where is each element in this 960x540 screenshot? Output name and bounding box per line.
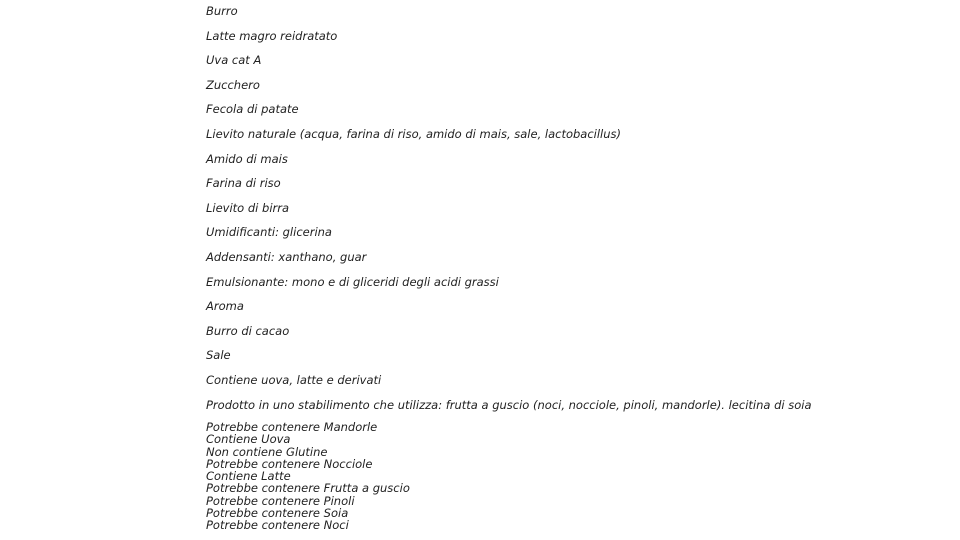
ingredient-item: Burro	[206, 4, 238, 18]
ingredient-item: Umidificanti: glicerina	[206, 225, 332, 240]
ingredient-item: Addensanti: xanthano, guar	[206, 249, 367, 264]
ingredient-item: Lievito di birra	[206, 200, 290, 215]
facility-statement: Prodotto in uno stabilimento che utilizza: frutta a guscio (noci, nocciole, pinoli, mandorle). lecitina di soia	[206, 397, 812, 412]
allergen-item: Non contiene Glutine	[206, 444, 328, 459]
allergen-item: Contiene Uova	[206, 432, 291, 447]
allergen-item: Potrebbe contenere Soia	[206, 506, 349, 521]
allergen-list	[206, 421, 410, 532]
allergen-item: Potrebbe contenere Pinoli	[206, 493, 355, 508]
allergen-statement: Contiene uova, latte e derivati	[206, 372, 382, 387]
ingredient-item: Farina di riso	[206, 176, 281, 191]
allergen-item: Potrebbe contenere Frutta a guscio	[206, 481, 410, 496]
ingredient-item: Latte magro reidratato	[206, 28, 338, 43]
allergen-item: Contiene Latte	[206, 469, 291, 484]
ingredient-item: Burro di cacao	[206, 323, 290, 338]
allergen-item: Potrebbe contenere Nocciole	[206, 456, 373, 471]
ingredient-list	[206, 4, 812, 422]
ingredient-item: Lievito naturale (acqua, farina di riso, amido di mais, sale, lactobacillus)	[206, 126, 622, 141]
ingredient-item: Uva cat A	[206, 53, 262, 68]
ingredient-item: Amido di mais	[206, 151, 288, 166]
ingredient-item: Fecola di patate	[206, 102, 299, 117]
ingredient-item: Zucchero	[206, 77, 260, 92]
ingredient-item: Emulsionante: mono e di gliceridi degli acidi grassi	[206, 274, 499, 289]
allergen-item: Potrebbe contenere Noci	[206, 518, 349, 533]
ingredient-item: Sale	[206, 348, 231, 363]
ingredient-item: Aroma	[206, 299, 244, 314]
allergen-item: Potrebbe contenere Mandorle	[206, 420, 378, 434]
